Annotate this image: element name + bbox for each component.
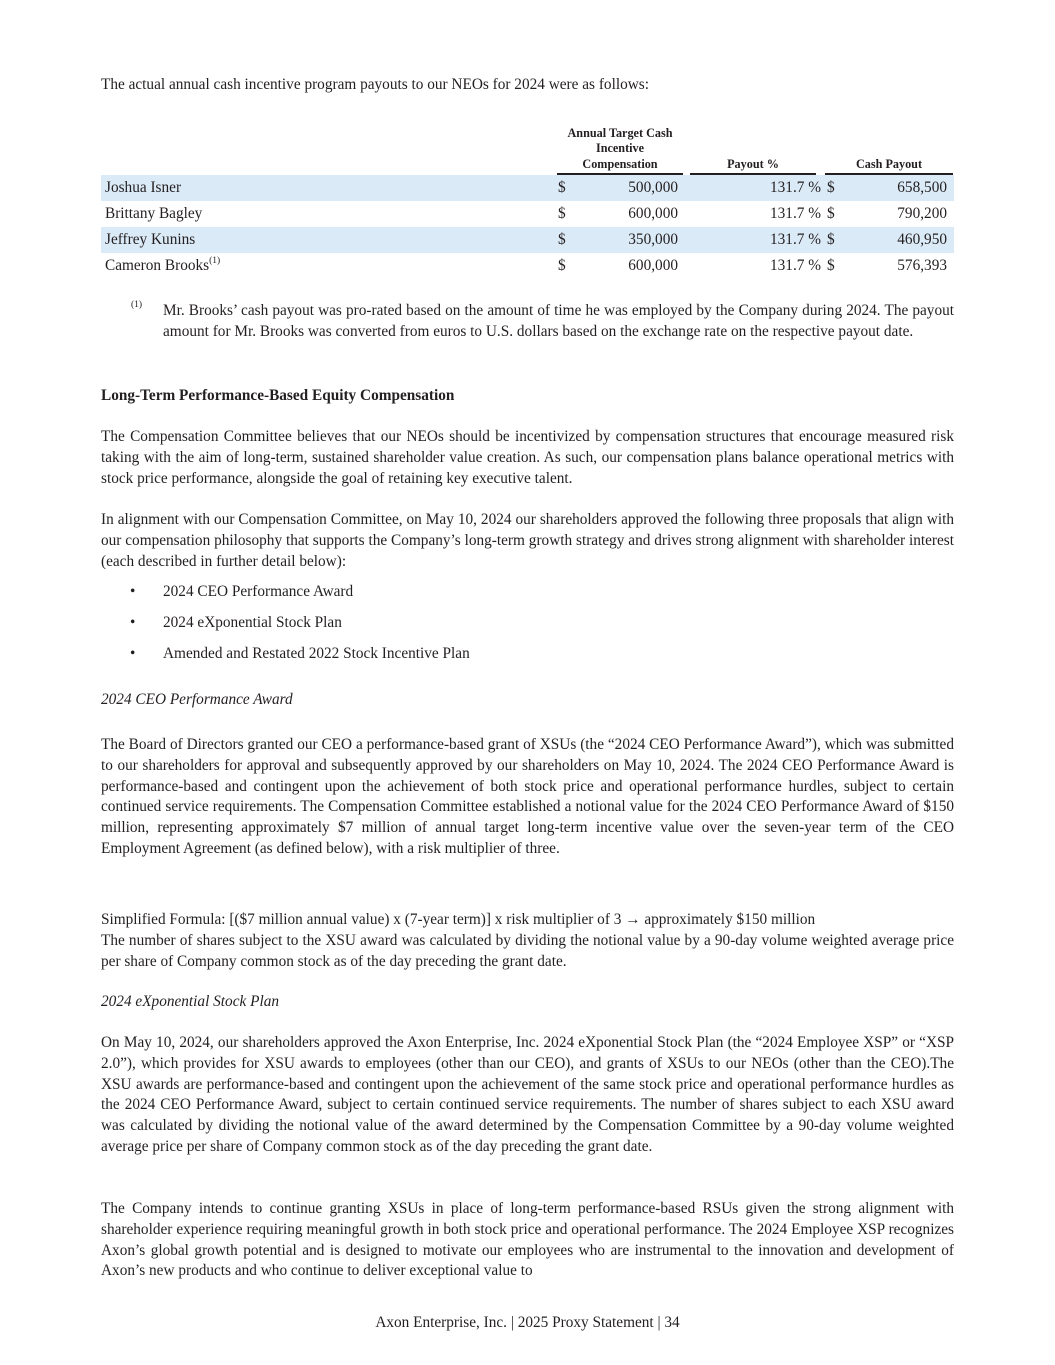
currency-symbol: $ [558, 205, 566, 222]
bullet-marker: • [130, 583, 136, 600]
sub-heading: 2024 CEO Performance Award [101, 691, 293, 708]
header-cash-payout: Cash Payout [825, 157, 953, 176]
intro-text: The actual annual cash incentive program payouts to our NEOs for 2024 were as follows: [101, 76, 649, 93]
currency-symbol: $ [827, 205, 835, 222]
neo-name-with-footnote [105, 253, 220, 279]
formula-block [101, 910, 954, 972]
currency-symbol: $ [558, 179, 566, 196]
cash-payout-value: 790,200 [897, 205, 947, 222]
section-heading: Long-Term Performance-Based Equity Compensation [101, 387, 455, 404]
table-row [101, 227, 954, 253]
footnote-mark: (1) [131, 300, 143, 310]
table-row [101, 201, 954, 227]
target-value: 350,000 [628, 231, 678, 248]
payout-percent: 131.7 % [770, 179, 821, 196]
currency-symbol: $ [827, 257, 835, 274]
footnote [101, 301, 954, 343]
neo-name: Cameron Brooks [105, 257, 210, 274]
payout-percent: 131.7 % [770, 257, 821, 274]
table-row [101, 253, 954, 279]
sub-heading: 2024 eXponential Stock Plan [101, 993, 279, 1010]
list-item-text: 2024 CEO Performance Award [163, 583, 354, 600]
currency-symbol: $ [558, 257, 566, 274]
list-item [101, 613, 954, 644]
bullet-marker: • [130, 614, 136, 631]
currency-symbol: $ [827, 231, 835, 248]
bullet-list [101, 582, 954, 675]
paragraph: The number of shares subject to the XSU award was calculated by dividing the notional value by a 90-day volume weighted average price per share of Company common stock as of the day preceding the grant date. [101, 931, 954, 970]
page-footer: Axon Enterprise, Inc. | 2025 Proxy Statement | 34 [375, 1314, 680, 1331]
paragraph: In alignment with our Compensation Committee, on May 10, 2024 our shareholders approved the following three proposals that align with our compensation philosophy that supports the Company’s long-term growth strategy and drives strong alignment with shareholder interest (each described in further detail below): [101, 511, 954, 570]
list-item [101, 582, 954, 613]
formula-text: Simplified Formula: [($7 million annual value) x (7-year term)] x risk multiplier of 3 → approximately $150 million [101, 911, 816, 928]
currency-symbol: $ [827, 179, 835, 196]
paragraph: The Compensation Committee believes that our NEOs should be incentivized by compensation structures that encourage measured risk taking with the aim of long-term, sustained shareholder value creation. As such, our compensation plans balance operational metrics with stock price performance, alongside the goal of retaining key executive talent. [101, 428, 954, 487]
table-row [101, 175, 954, 201]
payout-table [101, 125, 954, 279]
payout-percent: 131.7 % [770, 205, 821, 222]
paragraph: On May 10, 2024, our shareholders approved the Axon Enterprise, Inc. 2024 eXponential Stock Plan (the “2024 Employee XSP” or “XSP 2.0”), which provides for XSU awards to employees (other than our CEO), and grants of XSUs to our NEOs (other than the CEO).The XSU awards are performance-based and contingent upon the achievement of the same stock price and operational performance hurdles as the 2024 CEO Performance Award, subject to certain continued service requirements. The number of shares subject to each XSU award was calculated by dividing the notional value of the award determined by the Compensation Committee by a 90-day volume weighted average price per share of Company common stock as of the day preceding the grant date. [101, 1034, 954, 1155]
header-target-comp: Annual Target Cash Incentive Compensation [557, 126, 683, 176]
list-item-text: 2024 eXponential Stock Plan [163, 614, 342, 631]
bullet-marker: • [130, 645, 136, 662]
neo-name: Jeffrey Kunins [105, 231, 196, 248]
paragraph: The Company intends to continue granting XSUs in place of long-term performance-based RSUs given the strong alignment with shareholder experience requiring meaningful growth in both stock price and operational performance. The 2024 Employee XSP recognizes Axon’s global growth potential and is designed to motivate our employees who are instrumental to the innovation and development of Axon’s new products and who continue to deliver exceptional value to [101, 1200, 954, 1280]
target-value: 500,000 [628, 179, 678, 196]
footnote-text: Mr. Brooks’ cash payout was pro-rated based on the amount of time he was employed by the Company during 2024. The payout amount for Mr. Brooks was converted from euros to U.S. dollars based on the exchange rate on the respective payout date. [163, 302, 954, 340]
paragraph: The Board of Directors granted our CEO a performance-based grant of XSUs (the “2024 CEO Performance Award”), which was submitted to our shareholders for approval and subsequently approved by our shareholders on May 10, 2024. The 2024 CEO Performance Award is performance-based and contingent upon the achievement of both stock price and operational performance hurdles, subject to certain continued service requirements. The Compensation Committee established a notional value for the 2024 CEO Performance Award of $150 million, representing approximately $7 million of annual target long-term incentive value over the seven-year term of the CEO Employment Agreement (as defined below), with a risk multiplier of three. [101, 736, 954, 857]
table-header [101, 125, 954, 175]
cash-payout-value: 576,393 [897, 257, 947, 274]
cash-payout-value: 460,950 [897, 231, 947, 248]
cash-payout-value: 658,500 [897, 179, 947, 196]
header-payout-pct: Payout % [690, 157, 816, 176]
neo-name: Joshua Isner [105, 179, 182, 196]
payout-percent: 131.7 % [770, 231, 821, 248]
footnote-ref: (1) [209, 256, 221, 266]
target-value: 600,000 [628, 257, 678, 274]
currency-symbol: $ [558, 231, 566, 248]
neo-name: Brittany Bagley [105, 205, 203, 222]
list-item [101, 644, 954, 675]
list-item-text: Amended and Restated 2022 Stock Incentive Plan [163, 645, 470, 662]
target-value: 600,000 [628, 205, 678, 222]
